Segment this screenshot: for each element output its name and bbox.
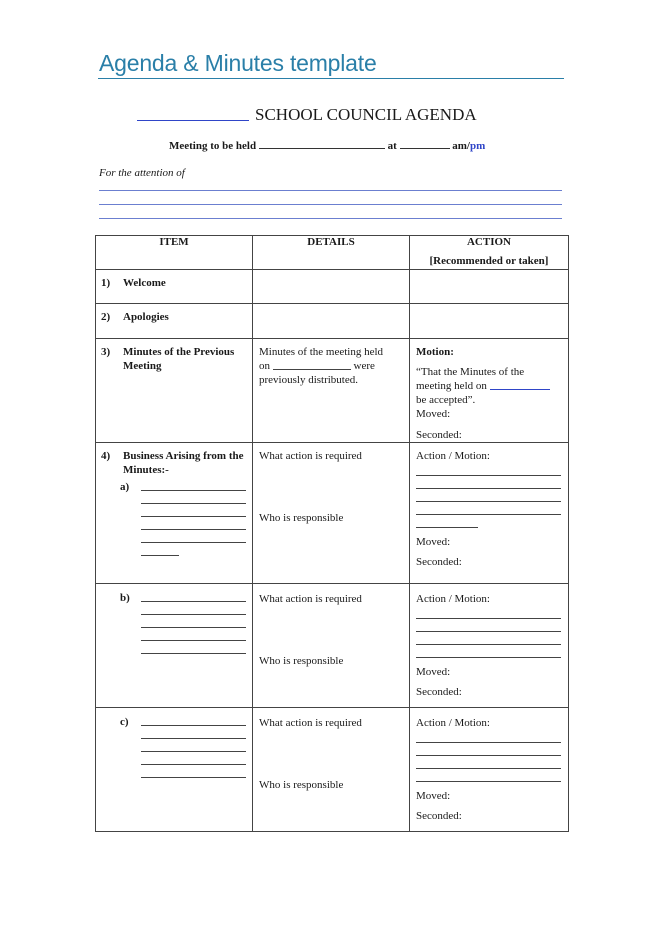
seconded-label: Seconded: [416, 556, 462, 568]
details-on: on [259, 360, 270, 372]
what-action-label: What action is required [259, 717, 362, 729]
item-cell-business-arising-a [96, 443, 253, 584]
action-motion-label: Action / Motion: [416, 450, 490, 462]
moved-label: Moved: [416, 790, 451, 802]
pm-label: pm [469, 140, 486, 152]
details-cell-previous-minutes [253, 339, 410, 443]
seconded-label: Seconded: [416, 686, 462, 698]
agenda-heading-text: SCHOOL COUNCIL AGENDA [255, 105, 477, 124]
action-cell-apologies[interactable] [410, 304, 569, 339]
column-header-item-label: ITEM [159, 236, 189, 248]
meeting-at-label: at [387, 140, 397, 152]
who-responsible-label: Who is responsible [259, 512, 344, 524]
motion-label: Motion: [416, 346, 454, 358]
page-title: Agenda & Minutes template [99, 50, 377, 76]
item-title: Minutes of the Previous Meeting [123, 346, 235, 372]
motion-date-blank[interactable] [490, 379, 550, 390]
details-text: Minutes of the meeting held [259, 346, 384, 358]
details-cell-business-arising-c [253, 708, 410, 832]
motion-text: meeting held on [416, 380, 487, 392]
motion-text: be accepted”. [416, 394, 476, 406]
item-title: Apologies [123, 311, 169, 323]
item-number: 3) [101, 346, 111, 358]
details-text: previously distributed. [259, 374, 358, 386]
agenda-heading [137, 105, 477, 125]
motion-text: “That the Minutes of the [416, 366, 525, 378]
sub-item-label: a) [120, 481, 130, 493]
action-cell-business-arising-b [410, 584, 569, 708]
details-cell-welcome[interactable] [253, 270, 410, 304]
column-header-details [253, 236, 410, 270]
details-cell-apologies[interactable] [253, 304, 410, 339]
table-header-row [96, 236, 569, 270]
item-cell-business-arising-c [96, 708, 253, 832]
sub-item-label: b) [120, 592, 130, 604]
moved-label: Moved: [416, 666, 451, 678]
column-header-action-label: ACTION [466, 236, 511, 248]
meeting-line [169, 139, 485, 152]
previous-meeting-date-blank[interactable] [273, 359, 351, 370]
details-date-line [259, 359, 403, 373]
sub-item-lines[interactable] [141, 716, 252, 790]
agenda-table [95, 235, 569, 832]
seconded-label: Seconded: [416, 429, 462, 441]
moved-label: Moved: [416, 408, 451, 420]
item-cell-business-arising-b [96, 584, 253, 708]
action-cell-business-arising-a [410, 443, 569, 584]
table-row-previous-minutes [96, 339, 569, 443]
item-number: 4) [101, 450, 111, 462]
sub-item-lines[interactable] [141, 481, 252, 568]
meeting-date-blank[interactable] [259, 139, 385, 149]
council-name-blank[interactable] [137, 106, 249, 121]
what-action-label: What action is required [259, 593, 362, 605]
meeting-time-blank[interactable] [400, 139, 450, 149]
item-cell-apologies [96, 304, 253, 339]
who-responsible-label: Who is responsible [259, 779, 344, 791]
table-row-business-arising-a [96, 443, 569, 584]
item-title: Business Arising from the Minutes:- [123, 450, 244, 476]
action-cell-business-arising-c [410, 708, 569, 832]
sub-item-lines[interactable] [141, 592, 252, 666]
moved-label: Moved: [416, 536, 451, 548]
column-header-item [96, 236, 253, 270]
action-lines[interactable] [416, 742, 562, 782]
table-row-business-arising-b [96, 584, 569, 708]
attention-line-3[interactable] [99, 218, 562, 219]
item-title: Welcome [123, 277, 166, 289]
motion-date-line [416, 379, 562, 393]
am-pm-separator: / [466, 140, 470, 152]
seconded-label: Seconded: [416, 810, 462, 822]
action-lines[interactable] [416, 618, 562, 658]
what-action-label: What action is required [259, 450, 362, 462]
item-number: 2) [101, 311, 111, 323]
attention-line-1[interactable] [99, 190, 562, 191]
table-row-welcome [96, 270, 569, 304]
column-header-action [410, 236, 569, 270]
meeting-held-label: Meeting to be held [169, 140, 257, 152]
details-cell-business-arising-b [253, 584, 410, 708]
table-row-apologies [96, 304, 569, 339]
attention-label: For the attention of [99, 167, 185, 179]
details-cell-business-arising-a [253, 443, 410, 584]
am-label: am [452, 140, 467, 152]
title-underline [98, 78, 564, 79]
item-cell-welcome [96, 270, 253, 304]
item-number: 1) [101, 277, 111, 289]
sub-item-label: c) [120, 716, 129, 728]
item-cell-previous-minutes [96, 339, 253, 443]
action-cell-welcome[interactable] [410, 270, 569, 304]
column-header-action-sublabel: [Recommended or taken] [429, 255, 549, 267]
action-lines[interactable] [416, 475, 562, 528]
action-motion-label: Action / Motion: [416, 717, 490, 729]
action-motion-label: Action / Motion: [416, 593, 490, 605]
action-cell-previous-minutes [410, 339, 569, 443]
column-header-details-label: DETAILS [307, 236, 355, 248]
attention-line-2[interactable] [99, 204, 562, 205]
table-row-business-arising-c [96, 708, 569, 832]
details-were: were [353, 360, 375, 372]
who-responsible-label: Who is responsible [259, 655, 344, 667]
